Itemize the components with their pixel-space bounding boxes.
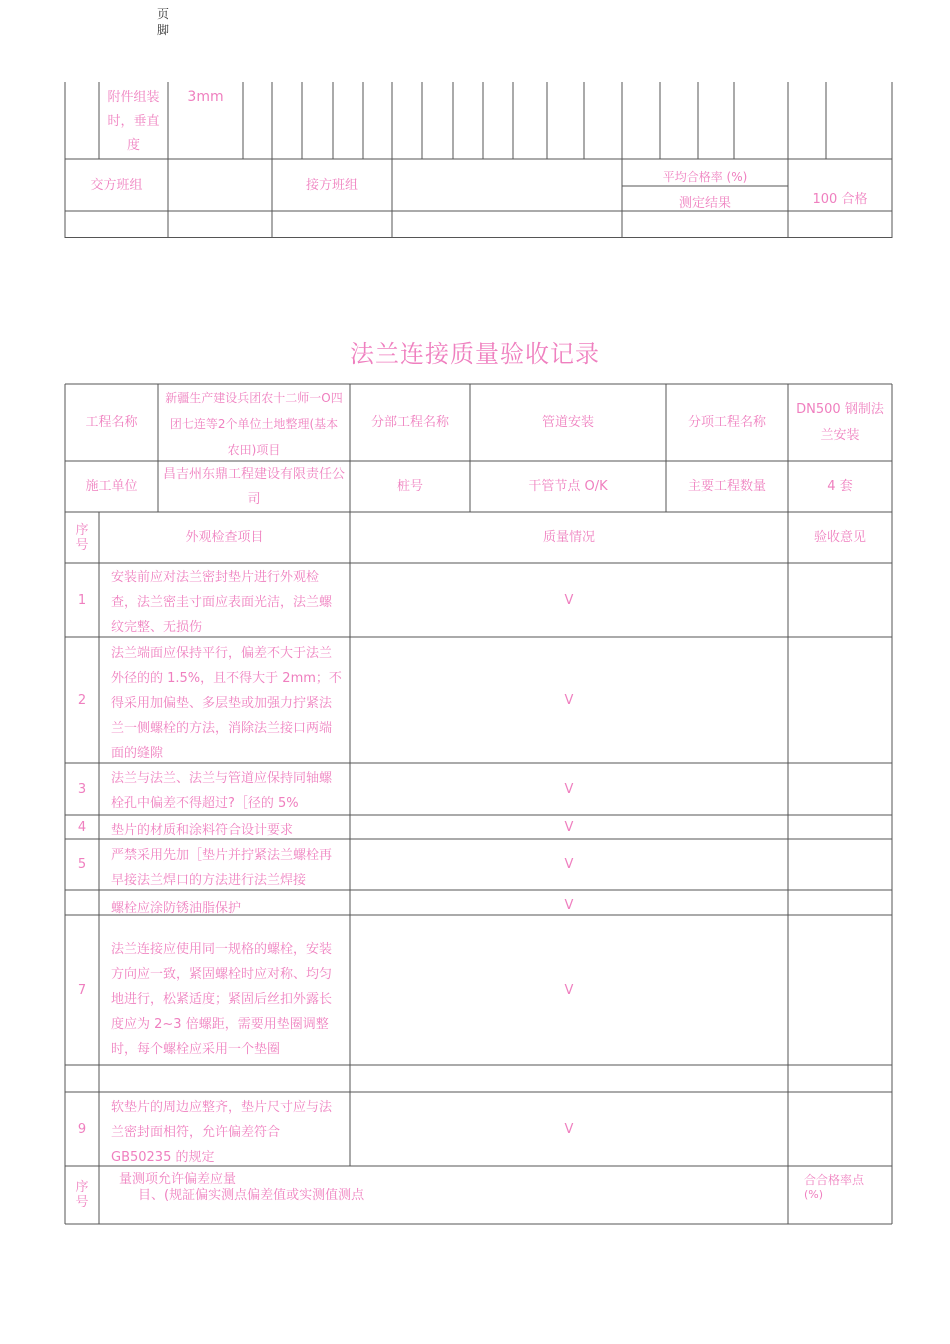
item-project-label: 分项工程名称	[687, 415, 766, 430]
contractor-value-cell	[158, 461, 350, 512]
row-9-index: 9	[77, 1121, 87, 1137]
bottom-index-text: 序号	[75, 1180, 89, 1210]
row-4-item: 垫片的材质和涂料符合设计要求	[111, 822, 294, 838]
row-5-item: 严禁采用先加［垫片并拧紧法兰螺栓再早接法兰焊口的方法进行法兰焊接	[111, 847, 333, 888]
contractor-label: 施工单位	[85, 479, 138, 494]
row-3-index: 3	[77, 781, 87, 797]
station-label: 桩号	[396, 479, 423, 494]
row-1-index: 1	[77, 592, 87, 608]
footer-label: 页 脚	[156, 7, 169, 37]
row-5-item-cell	[111, 842, 343, 893]
row-8-quality	[350, 1065, 788, 1092]
row-3-item: 法兰与法兰、法兰与管道应保持同轴螺栓孔中偏差不得超过?［径的 5%	[111, 771, 333, 811]
pass-value: 100 合格	[812, 191, 868, 207]
row-6-item: 螺栓应涂防锈油脂保护	[111, 901, 242, 916]
row-7-item: 法兰连接应使用同一规格的螺栓，安装方向应一致，紧固螺栓时应对称、均匀地进行，松紧适度；紧固后丝扣外露长度应为 2~3 倍螺距，需要用垫圈调整时，每个螺栓应采用一个垫圈	[111, 941, 333, 1057]
page-title: 法兰连接质量验收记录	[350, 340, 600, 368]
project-name-value-cell	[158, 386, 350, 461]
avg-pass-rate-label: 平均合格率 (%)	[662, 169, 748, 184]
row-4-index: 4	[77, 819, 87, 835]
bottom-measure-line1: 量测项允许偏差应量	[119, 1172, 237, 1187]
col-index-header	[65, 512, 99, 563]
row-9-quality: V	[564, 1121, 574, 1137]
row-1-item: 安装前应对法兰密封垫片进行外观检查，法兰密圭寸面应表面光洁，法兰螺纹完整、无损伤	[111, 569, 333, 635]
project-name-value: 新疆生产建设兵团农十二师一O四团七连等2个单位土地整理(基本农田)项目	[165, 390, 343, 457]
bottom-rate-line2: (%)	[804, 1188, 824, 1201]
item-project-value: DN500 钢制法兰安装	[796, 401, 884, 443]
project-name-label: 工程名称	[85, 415, 138, 430]
row-2-index: 2	[77, 692, 87, 708]
row-1-quality: V	[564, 592, 574, 608]
row-7-index: 7	[77, 982, 87, 998]
item-project-value-cell	[788, 384, 892, 461]
row-9-item-cell	[111, 1095, 343, 1169]
col-quality-header: 质量情况	[542, 530, 595, 545]
row-4-quality: V	[564, 819, 574, 835]
quantity-value: 4 套	[827, 479, 853, 494]
bottom-measure-line2: 目、(规証偏实测点偏差值或实测值测点	[138, 1188, 365, 1203]
row-7-item-cell	[111, 930, 343, 1068]
row-9-item: 软垫片的周边应整齐，垫片尺寸应与法兰密封面相符，允许偏差符合 GB50235 的规定	[111, 1099, 333, 1165]
item-label: 附件组装时，垂直度	[107, 89, 160, 153]
row-7-quality: V	[564, 982, 574, 998]
row-1-item-cell	[111, 565, 343, 639]
row-5-index: 5	[77, 857, 87, 872]
handover-to-label: 接方班组	[305, 177, 358, 193]
sub-project-value: 管道安装	[541, 415, 594, 430]
bottom-index-header	[65, 1166, 99, 1224]
measure-result-label: 测定结果	[678, 195, 731, 211]
row-6-index	[65, 890, 99, 915]
row-6-item-cell	[111, 896, 343, 921]
station-value: 干管节点 O/K	[528, 479, 608, 494]
row-3-quality: V	[564, 781, 574, 797]
row-4-item-cell	[111, 818, 343, 842]
contractor-value: 昌吉州东鼎工程建设有限责任公司	[162, 466, 345, 507]
sub-project-label: 分部工程名称	[370, 415, 449, 430]
col-opinion-header: 验收意见	[813, 530, 866, 545]
row-8-item-cell	[111, 1065, 343, 1092]
quantity-label: 主要工程数量	[687, 479, 766, 494]
col-index-text: 序号	[75, 522, 89, 553]
row-8-index	[65, 1065, 99, 1092]
row-5-quality: V	[564, 857, 574, 872]
handover-from-label: 交方班组	[90, 177, 143, 193]
bottom-rate-line1: 合合格率点	[804, 1173, 865, 1187]
row-3-item-cell	[111, 765, 343, 817]
row-2-item-cell	[111, 640, 343, 766]
col-inspection-header: 外观检查项目	[185, 530, 264, 545]
item-tolerance: 3mm	[187, 88, 224, 105]
row-2-item: 法兰端面应保持平行，偏差不大于法兰外径的的 1.5%，且不得大于 2mm；不得采用加偏垫、多层垫或加强力拧紧法兰一侧螺栓的方法，消除法兰接口两端面的缝隙	[111, 645, 342, 761]
row-6-quality: V	[564, 898, 574, 913]
row-2-quality: V	[564, 692, 574, 708]
